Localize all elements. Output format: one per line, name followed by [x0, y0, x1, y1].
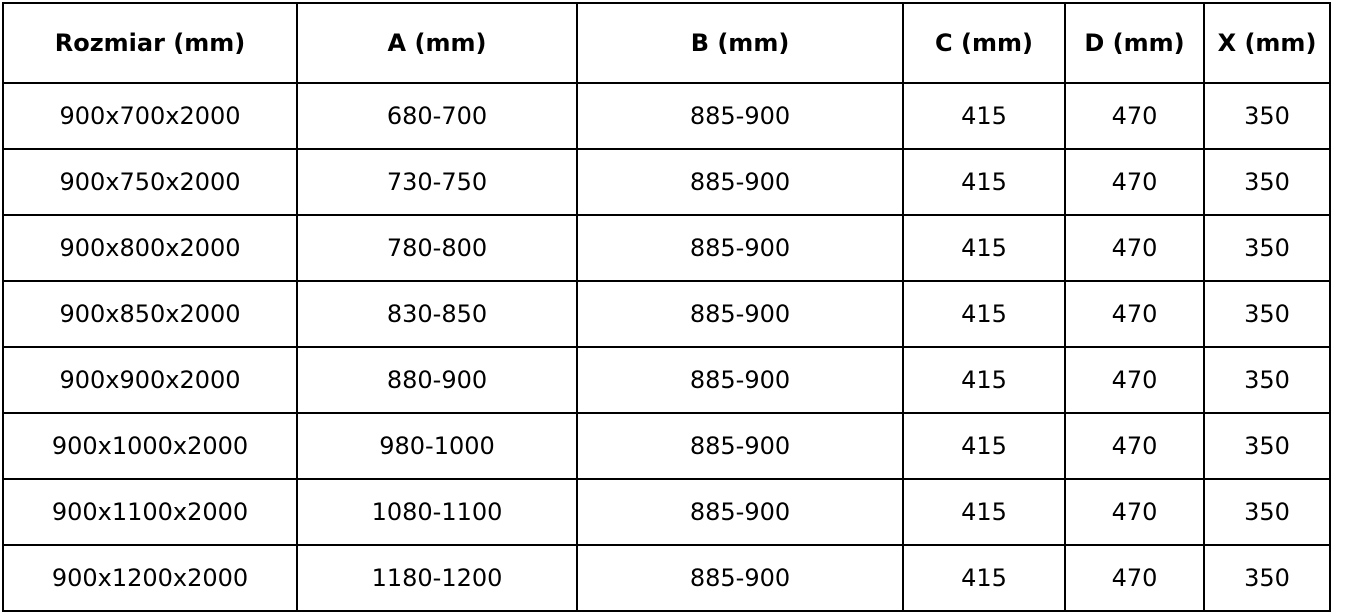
cell-rozmiar: 900x750x2000: [3, 149, 297, 215]
cell-a: 1080-1100: [297, 479, 577, 545]
cell-x: 350: [1204, 215, 1330, 281]
cell-rozmiar: 900x700x2000: [3, 83, 297, 149]
cell-d: 470: [1065, 545, 1204, 611]
cell-d: 470: [1065, 347, 1204, 413]
cell-b: 885-900: [577, 545, 903, 611]
table-header-row: [3, 3, 1330, 83]
cell-d: 470: [1065, 413, 1204, 479]
cell-a: 830-850: [297, 281, 577, 347]
cell-x: 350: [1204, 149, 1330, 215]
cell-b: 885-900: [577, 479, 903, 545]
cell-rozmiar: 900x1100x2000: [3, 479, 297, 545]
cell-c: 415: [903, 281, 1065, 347]
table-header: [3, 3, 1330, 83]
cell-d: 470: [1065, 215, 1204, 281]
cell-a: 730-750: [297, 149, 577, 215]
cell-b: 885-900: [577, 83, 903, 149]
cell-d: 470: [1065, 83, 1204, 149]
cell-x: 350: [1204, 347, 1330, 413]
column-header-x: X (mm): [1204, 3, 1330, 83]
cell-a: 780-800: [297, 215, 577, 281]
column-header-c: C (mm): [903, 3, 1065, 83]
table-row: [3, 545, 1330, 611]
cell-rozmiar: 900x850x2000: [3, 281, 297, 347]
cell-x: 350: [1204, 83, 1330, 149]
column-header-a: A (mm): [297, 3, 577, 83]
cell-rozmiar: 900x900x2000: [3, 347, 297, 413]
column-header-d: D (mm): [1065, 3, 1204, 83]
cell-rozmiar: 900x1000x2000: [3, 413, 297, 479]
table-row: [3, 83, 1330, 149]
column-header-rozmiar: Rozmiar (mm): [3, 3, 297, 83]
table-row: [3, 479, 1330, 545]
cell-d: 470: [1065, 281, 1204, 347]
column-header-b: B (mm): [577, 3, 903, 83]
table-row: [3, 347, 1330, 413]
cell-c: 415: [903, 347, 1065, 413]
cell-b: 885-900: [577, 347, 903, 413]
cell-c: 415: [903, 545, 1065, 611]
table-row: [3, 413, 1330, 479]
cell-c: 415: [903, 149, 1065, 215]
cell-c: 415: [903, 215, 1065, 281]
cell-a: 1180-1200: [297, 545, 577, 611]
cell-a: 980-1000: [297, 413, 577, 479]
cell-c: 415: [903, 83, 1065, 149]
cell-a: 680-700: [297, 83, 577, 149]
cell-x: 350: [1204, 545, 1330, 611]
cell-b: 885-900: [577, 413, 903, 479]
cell-b: 885-900: [577, 281, 903, 347]
table-body: [3, 83, 1330, 611]
cell-d: 470: [1065, 149, 1204, 215]
cell-a: 880-900: [297, 347, 577, 413]
cell-rozmiar: 900x800x2000: [3, 215, 297, 281]
cell-d: 470: [1065, 479, 1204, 545]
cell-b: 885-900: [577, 149, 903, 215]
cell-b: 885-900: [577, 215, 903, 281]
cell-x: 350: [1204, 413, 1330, 479]
dimensions-table: [2, 2, 1331, 612]
cell-x: 350: [1204, 479, 1330, 545]
cell-rozmiar: 900x1200x2000: [3, 545, 297, 611]
table-row: [3, 215, 1330, 281]
cell-x: 350: [1204, 281, 1330, 347]
cell-c: 415: [903, 479, 1065, 545]
table-row: [3, 149, 1330, 215]
cell-c: 415: [903, 413, 1065, 479]
table-row: [3, 281, 1330, 347]
